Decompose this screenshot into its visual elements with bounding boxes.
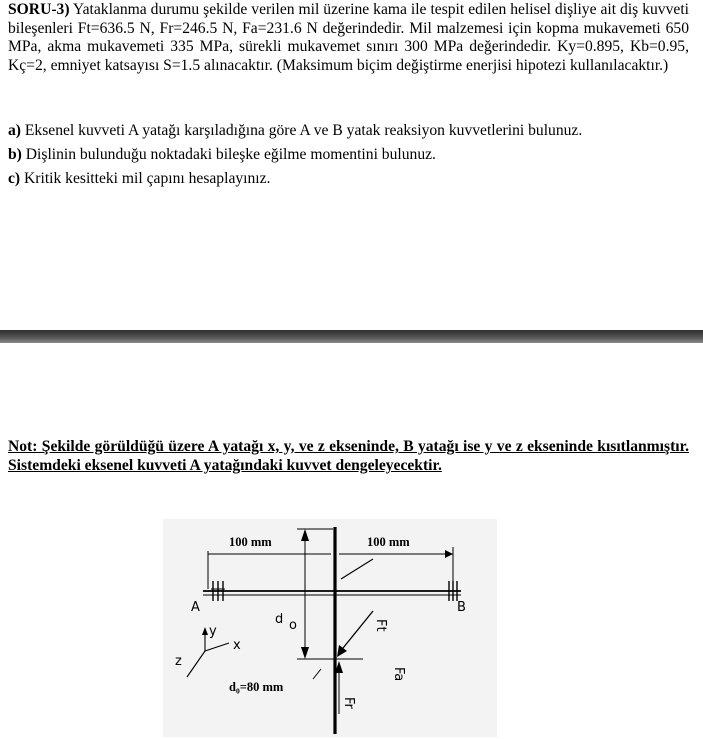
question-text: Yataklanma durumu şekilde verilen mil üzerine kama ile tespit edilen helisel dişliye ait diş kuvveti bileşenleri Ft=636.5 N, Fr=246.5 N, Fa=231.6 N değerindedir. Mil malzemesi için kopma mukavemeti 650 MPa, akma mukavemeti 335 MPa, sürekli mukavemet sınırı 300 MPa değerindedir. Ky=0.895, Kb=0.95, Kç=2, emniyet katsayısı S=1.5 alınacaktır. (Maksimum biçim değiştirme enerjisi hipotezi kullanılacaktır.) bbox=[8, 1, 689, 74]
diameter-subscript: o bbox=[289, 618, 297, 633]
task-b-text: Dişlinin bulunduğu noktadaki bileşke eğilme momentini bulunuz. bbox=[25, 146, 436, 163]
task-b bbox=[8, 145, 436, 164]
task-c bbox=[8, 169, 270, 188]
axis-y-label: y bbox=[209, 624, 217, 639]
fa-arrow-line bbox=[339, 611, 373, 653]
axis-z-label: z bbox=[175, 654, 182, 669]
task-c-label: c) bbox=[8, 170, 21, 187]
gear-diameter-value: d₀=80 mm bbox=[229, 680, 284, 694]
task-a bbox=[8, 121, 582, 140]
dim-arrow-right bbox=[445, 550, 453, 558]
diameter-symbol: d bbox=[275, 612, 284, 627]
diameter-arrow-bottom bbox=[301, 647, 309, 659]
question-label: SORU-3) bbox=[8, 1, 70, 18]
dim-right-label: 100 mm bbox=[367, 535, 410, 549]
shaft-figure bbox=[163, 519, 497, 737]
task-a-text: Eksenel kuvveti A yatağı karşıladığına göre A ve B yatak reaksiyon kuvvetlerini bulunuz. bbox=[24, 122, 583, 139]
force-a-label: Fa bbox=[391, 667, 406, 682]
ft-line bbox=[341, 559, 373, 579]
task-b-label: b) bbox=[8, 146, 22, 163]
bearing-a-label: A bbox=[191, 600, 200, 615]
axis-x-label: x bbox=[233, 638, 241, 653]
task-a-label: a) bbox=[8, 122, 21, 139]
task-c-text: Kritik kesitteki mil çapını hesaplayınız. bbox=[24, 170, 271, 187]
force-t-label: Ft bbox=[373, 619, 388, 632]
axis-symbol bbox=[187, 627, 229, 677]
shaft-diagram bbox=[163, 519, 497, 737]
note-text: Not: Şekilde görüldüğü üzere A yatağı x, y, ve z ekseninde, B yatağı ise y ve z ekseninde kısıtlanmıştır. Sistemdeki eksenel kuvveti A yatağındaki kuvvet dengeleyecektir. bbox=[8, 438, 689, 474]
fa-arrow-head bbox=[337, 645, 347, 657]
dim-left-label: 100 mm bbox=[229, 535, 272, 549]
page-divider bbox=[0, 330, 703, 343]
diameter-arrow-top bbox=[301, 529, 309, 541]
question-paragraph bbox=[8, 1, 689, 75]
bearing-a-symbol bbox=[211, 581, 225, 601]
fr-tick bbox=[313, 669, 321, 679]
force-r-label: Fr bbox=[341, 697, 356, 709]
bearing-b-label: B bbox=[457, 600, 466, 615]
